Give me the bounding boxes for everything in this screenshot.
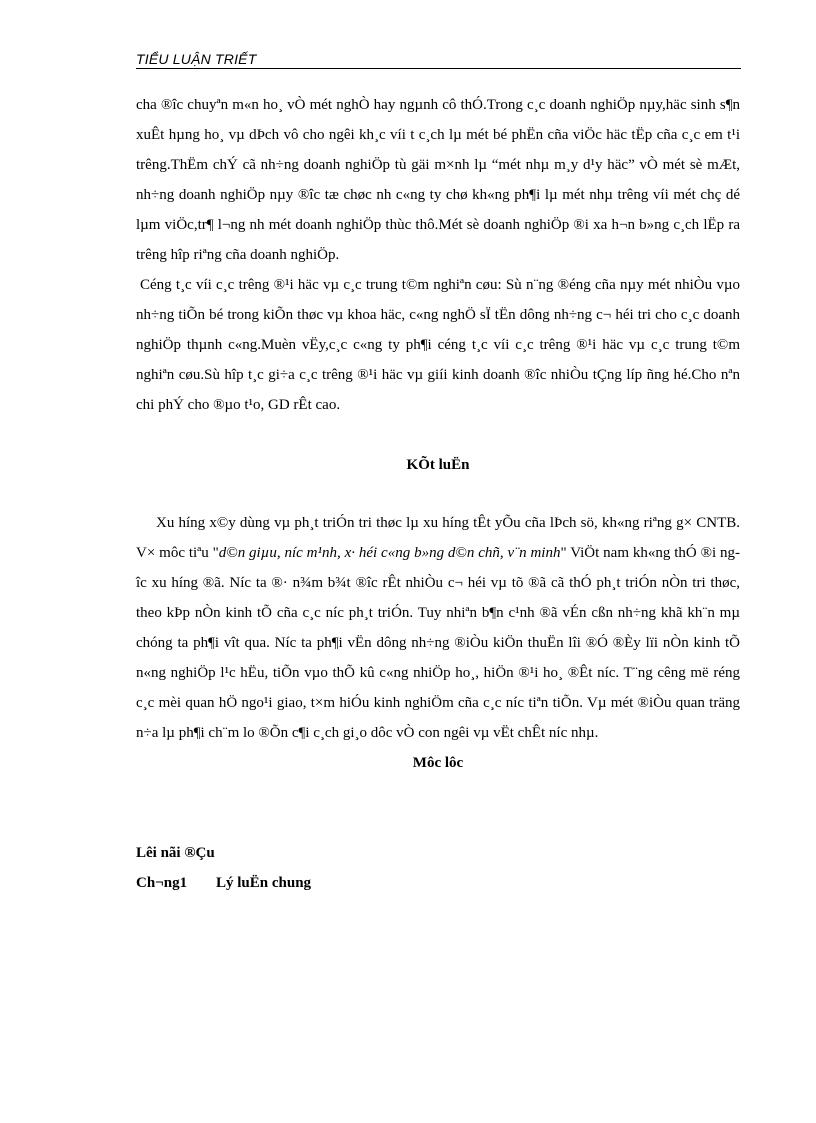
paragraph-1: cha ®îc chuyªn m«n ho¸ vÒ mét nghÒ hay ngµnh cô thÓ.Trong c¸c doanh nghiÖp nµy,häc sinh s¶n xuÊt hµng ho¸ vµ dÞch vô cho ngêi kh¸c víi t c¸ch lµ mét bé phËn cña viÖc häc tËp cña c¸c em t¹i trêng.ThËm chÝ cã nh÷ng doanh nghiÖp tù gäi m×nh lµ “mét nhµ m¸y d¹y häc” vÒ mét sè mÆt, nh÷ng doanh nghiÖp nµy ®îc tæ chøc nh c«ng ty chø kh«ng ph¶i lµ mét nhµ trêng víi mét chç dé lµm viÖc,tr¶ l¬ng nh mét doanh nghiÖp thùc thô.Mét sè doanh nghiÖp ®i xa h¬n b»ng c¸ch lËp ra trêng hîp riªng cña doanh nghiÖp. [136,97,740,263]
conclusion-heading: KÕt luËn [406,457,470,473]
conclusion-paragraph [136,508,740,748]
toc-heading: Môc lôc [412,755,464,771]
toc-item-label: Lêi nãi ®Çu [136,845,215,861]
document-body [136,90,740,898]
toc-item-number: Ch¬ng1 [136,875,188,891]
toc-item-label: Lý luËn chung [216,875,312,891]
toc-item [136,838,740,868]
conclusion-text-after: " ViÖt nam kh«ng thÓ ®i ngîc xu híng ®ã. Níc ta ®· n¾m b¾t ®îc rÊt nhiÒu c¬ héi vµ tõ ®ã cã thÓ ph¸t triÓn nÒn tri thøc, theo kÞp nÒn kinh tÕ cña c¸c níc ph¸t triÓn. Tuy nhiªn b¶n c¹nh ®ã vÉn cßn nh÷ng khã kh¨n mµ chóng ta ph¶i vît qua. Níc ta ph¶i vËn dông nh÷ng ®iÒu kiÖn thuËn lîi ®Ó ®Èy lïi nÒn kinh tÕ n«ng nghiÖp l¹c hËu, tiÕn vµo thÕ kû c«ng nhiÖp ho¸, hiÖn ®¹i ho¸ ®Êt níc. T¨ng cêng më réng c¸c mèi quan hÖ ngo¹i giao, t×m hiÓu kinh nghiÖm cña c¸c níc tiªn tiÕn. Vµ mét ®iÒu quan träng n÷a lµ ph¶i ch¨m lo ®Õn c¶i c¸ch gi¸o dôc vÒ con ngêi vµ vËt chÊt níc nhµ. [136,545,740,741]
header-title: TIỂU LUẬN TRIẾT [136,51,257,67]
conclusion-text-italic: d©n giµu, níc m¹nh, x· héi c«ng b»ng d©n chñ, v¨n minh [218,545,561,561]
toc-item [136,868,740,898]
conclusion-text-before: Xu híng x©y dùng vµ ph¸t triÓn tri thøc lµ xu híng tÊt yÕu cña lÞch sö, kh«ng riªng g× CNTB. V× môc tiªu " [136,515,740,561]
table-of-contents [136,838,740,898]
paragraph-2: Céng t¸c víi c¸c trêng ®¹i häc vµ c¸c trung t©m nghiªn cøu: Sù n¨ng ®éng cña nµy mét nhiÒu vµo nh÷ng tiÕn bé trong kiÕn thøc vµ khoa häc, c«ng nghÖ sÏ tËn dông nh÷ng c¬ héi tri cho c¸c doanh nghiÖp thµnh c«ng.Muèn vËy,c¸c c«ng ty ph¶i céng t¸c víi c¸c trêng ®¹i häc vµ c¸c trung t©m nghiªn cøu.Sù hîp t¸c gi÷a c¸c trêng ®¹i häc vµ giíi kinh doanh ®îc nhiÒu tÇng líp ñng hé.Cho nªn chi phÝ cho ®µo t¹o, GD rÊt cao. [136,277,740,413]
page-header [136,50,741,69]
